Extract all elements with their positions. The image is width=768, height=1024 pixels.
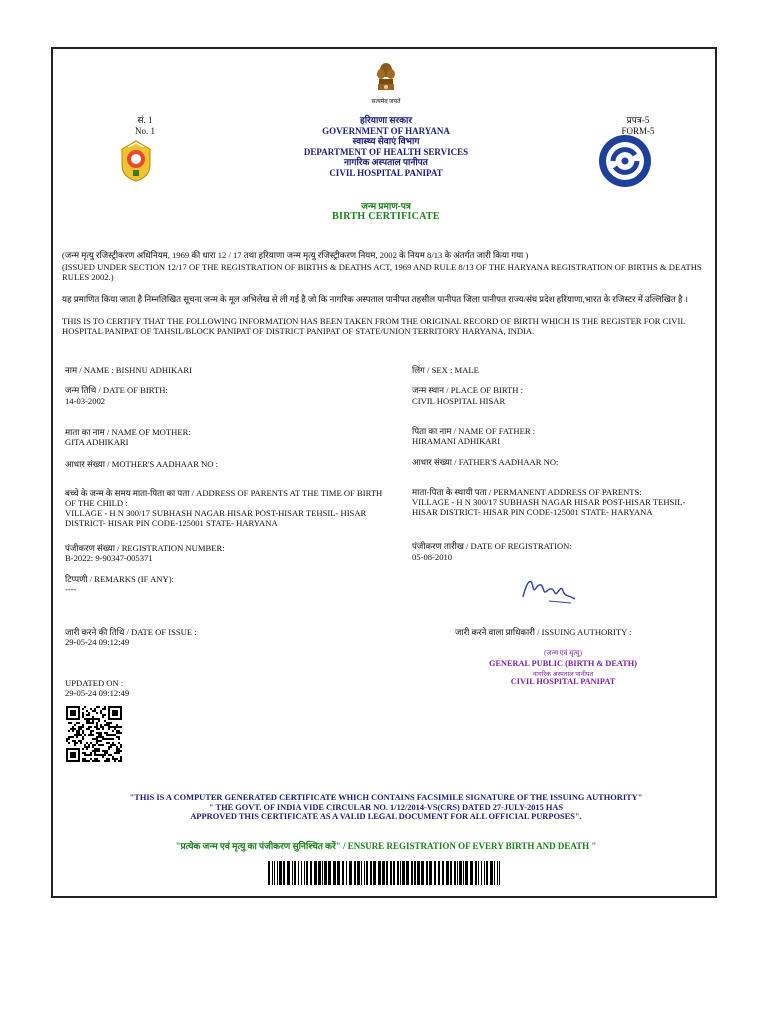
issued-under-english: (ISSUED UNDER SECTION 12/17 OF THE REGISTRATION OF BIRTHS & DEATHS ACT, 1969 AND RULE 8/13 OF THE HARYANA REGISTRATION OF BIRTHS & DEATHS RULES 2002.) <box>62 262 702 282</box>
dob-label: जन्म तिथि / DATE OF BIRTH: <box>65 385 168 395</box>
mother-name-value: GITA ADHIKARI <box>65 437 129 447</box>
department-english: DEPARTMENT OF HEALTH SERVICES <box>303 146 469 157</box>
mother-aadhaar-label: आधार संख्या / MOTHER'S AADHAAR NO : <box>65 459 219 469</box>
updated-on-value: 29-05-24 09:12:49 <box>65 688 130 698</box>
form-number-hindi: प्रपत्र-5 <box>626 115 650 125</box>
issue-date-value: 29-05-24 09:12:49 <box>65 637 130 647</box>
father-name-value: HIRAMANI ADHIKARI <box>412 436 501 446</box>
birth-address-value: VILLAGE - H N 300/17 SUBHASH NAGAR HISAR POST-HISAR TEHSIL- HISAR DISTRICT- HISAR PIN CODE-125001 STATE- HARYANA <box>65 508 367 528</box>
state-name-english: GOVERNMENT OF HARYANA <box>322 125 450 136</box>
serial-number-english: No. 1 <box>135 126 155 136</box>
ashoka-emblem-icon <box>376 62 396 96</box>
certificate-title: BIRTH CERTIFICATE <box>332 211 440 222</box>
serial-number <box>125 115 165 137</box>
issuing-authority-label: जारी करने वाला प्राधिकारी / ISSUING AUTHORITY : <box>455 627 632 637</box>
certify-statement-english: THIS IS TO CERTIFY THAT THE FOLLOWING INFORMATION HAS BEEN TAKEN FROM THE ORIGINAL RECORD OF BIRTH WHICH IS THE REGISTER FOR CIVIL HOSPITAL PANIPAT OF TAHSIL/BLOCK PANIPAT OF DISTRICT PANIPAT OF STATE/UNION TERRITORY HARYANA, INDIA. <box>62 316 686 336</box>
emblem-motto: सत्यमेव जयते <box>371 99 401 105</box>
father-aadhaar-label: आधार संख्या / FATHER'S AADHAAR NO: <box>412 457 559 467</box>
mother-name-label: माता का नाम / NAME OF MOTHER: <box>65 427 191 437</box>
permanent-address-value: VILLAGE - H N 300/17 SUBHASH NAGAR HISAR POST-HISAR TEHSIL- HISAR DISTRICT- HISAR PIN CODE-125001 STATE- HARYANA <box>412 497 686 517</box>
remarks-value: ---- <box>65 584 77 594</box>
birth-place-value: CIVIL HOSPITAL HISAR <box>412 396 506 406</box>
registration-date-value: 05-08-2010 <box>412 552 453 562</box>
child-name: नाम / NAME : BISHNU ADHIKARI <box>65 365 192 375</box>
dob-value: 14-03-2002 <box>65 396 106 406</box>
crs-logo-icon <box>597 133 653 189</box>
birth-address-label: बच्चे के जन्म के समय माता-पिता का पता / ADDRESS OF PARENTS AT THE TIME OF BIRTH OF THE CHILD : <box>65 488 383 508</box>
haryana-seal-icon <box>119 139 153 183</box>
birth-place-label: जन्म स्थान / PLACE OF BIRTH : <box>412 385 524 395</box>
sex: लिंग / SEX : MALE <box>412 365 479 375</box>
serial-number-hindi: सं. 1 <box>137 115 153 125</box>
stamp-hospital-hindi: नागरिक अस्पताल पानीपत <box>532 671 594 678</box>
registration-date-label: पंजीकरण तारीख / DATE OF REGISTRATION: <box>412 541 572 551</box>
certify-statement-hindi: यह प्रमाणित किया जाता है निम्नलिखित सूचना जन्म के मूल अभिलेख से ली गई है जो कि नागरिक अस्पताल पानीपत तहसील पानीपत जिला पानीपत राज्य/संघ प्रदेश हरियाणा,भारत के रजिस्टर में उल्लिखित है । <box>62 294 688 304</box>
registration-slogan: "प्रत्येक जन्म एवं मृत्यु का पंजीकरण सुनिश्चित करें" / ENSURE REGISTRATION OF EVERY BIRTH AND DEATH " <box>175 841 597 851</box>
stamp-hindi: (जन्म एवं मृत्यु) <box>544 649 582 657</box>
issued-under-hindi: (जन्म मृत्यु रजिस्ट्रीकरण अधिनियम, 1969 की धारा 12 / 17 तथा हरियाणा जन्म मृत्यु रजिस्ट्रीकरण नियम, 2002 के नियम 8/13 के अंतर्गत जारी किया गया ) <box>62 250 529 260</box>
barcode-icon <box>268 861 504 885</box>
footnote-line-1: "THIS IS A COMPUTER GENERATED CERTIFICATE WHICH CONTAINS FACSIMILE SIGNATURE OF THE ISSUING AUTHORITY" <box>129 793 643 802</box>
remarks-label: टिप्पणी / REMARKS (IF ANY): <box>65 574 174 584</box>
registration-number-value: B-2022: 9-90347-005371 <box>65 553 153 563</box>
footnote-line-2: " THE GOVT. OF INDIA VIDE CIRCULAR NO. 1/12/2014-VS(CRS) DATED 27-JULY-2015 HAS <box>208 802 564 812</box>
footnote-line-3: APPROVED THIS CERTIFICATE AS A VALID LEGAL DOCUMENT FOR ALL OFFICIAL PURPOSES". <box>190 812 582 822</box>
state-name-hindi: हरियाणा सरकार <box>359 115 413 125</box>
stamp-registrar: GENERAL PUBLIC (BIRTH & DEATH) <box>489 659 637 668</box>
certificate-title-hindi: जन्म प्रमाण-पत्र <box>361 201 411 211</box>
hospital-english: CIVIL HOSPITAL PANIPAT <box>329 167 443 178</box>
updated-on-label: UPDATED ON : <box>65 678 124 688</box>
signature-icon <box>519 573 579 607</box>
stamp-hospital: CIVIL HOSPITAL PANIPAT <box>510 677 616 686</box>
hospital-hindi: नागरिक अस्पताल पानीपत <box>344 157 428 167</box>
issue-date-label: जारी करने की तिथि / DATE OF ISSUE : <box>65 627 197 637</box>
certificate-frame <box>51 47 717 898</box>
computer-generated-note <box>93 793 679 822</box>
department-hindi: स्वास्थ्य सेवाएं विभाग <box>352 136 420 146</box>
form-number-english: FORM-5 <box>621 126 655 136</box>
father-name-label: पिता का नाम / NAME OF FATHER : <box>412 426 536 436</box>
qr-code-icon <box>66 706 122 762</box>
registration-number-label: पंजीकरण संख्या / REGISTRATION NUMBER: <box>65 543 225 553</box>
permanent-address-label: माता-पिता के स्थायी पता / PERMANENT ADDRESS OF PARENTS: <box>412 487 642 497</box>
issuer-header <box>243 115 529 178</box>
